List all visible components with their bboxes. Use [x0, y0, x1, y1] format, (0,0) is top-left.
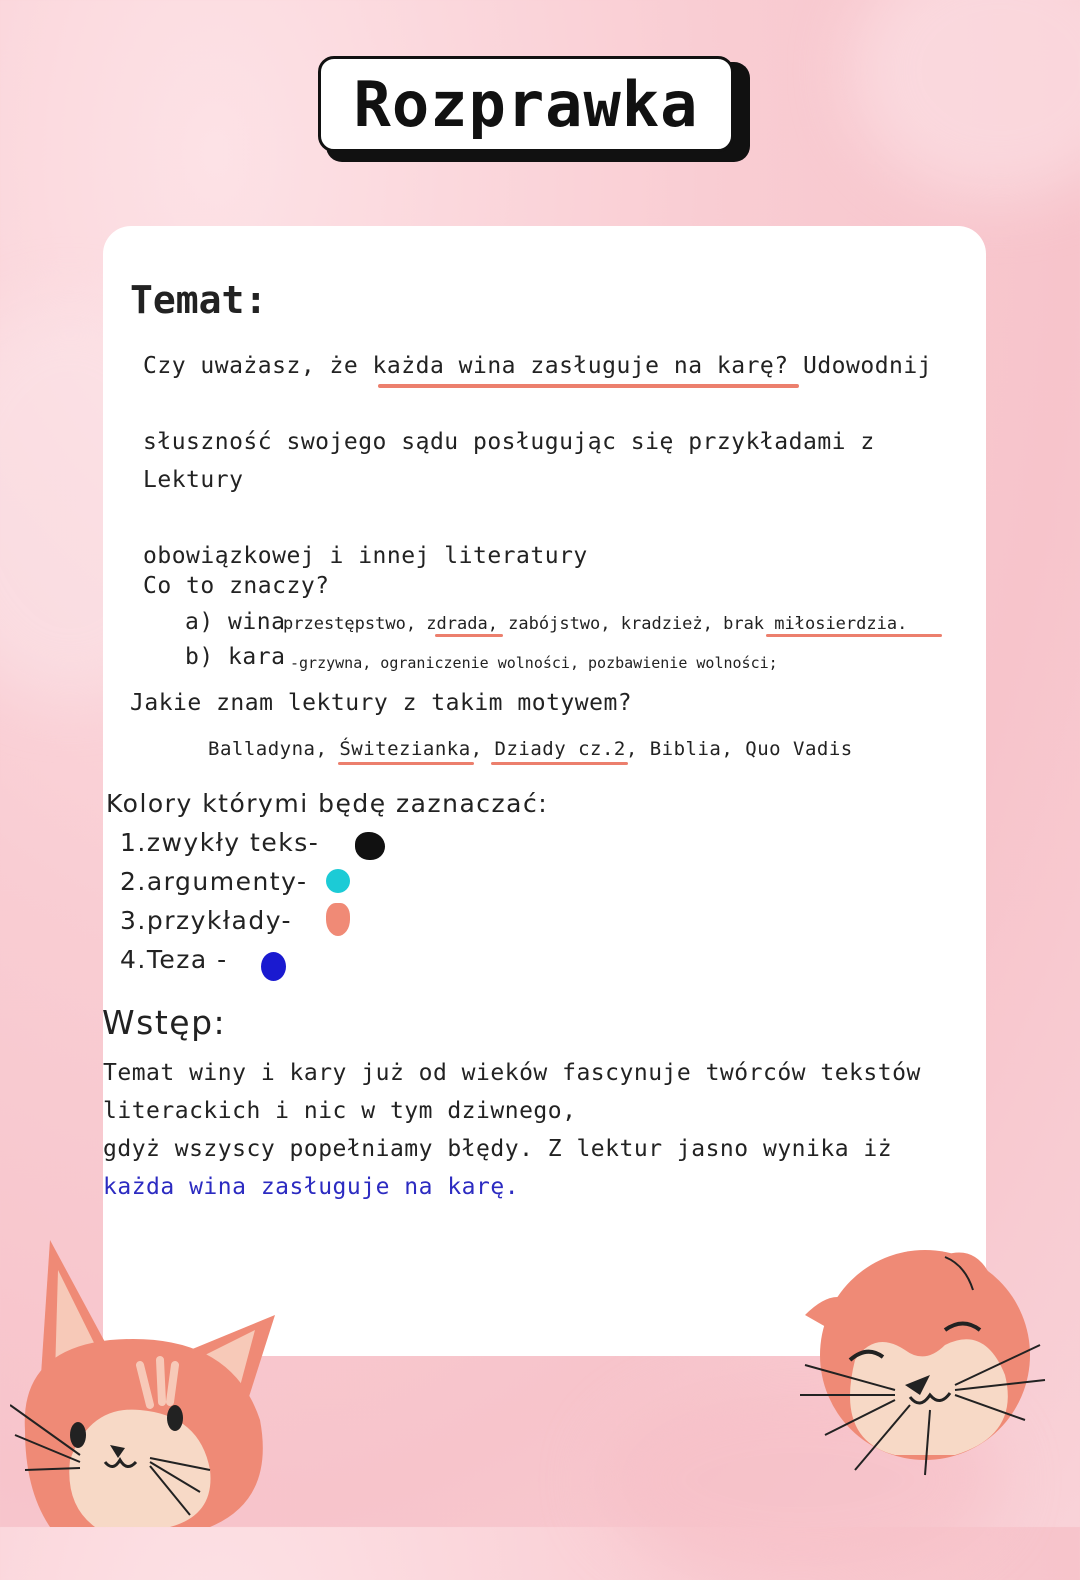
color-item-arguments: 2.argumenty-	[120, 867, 308, 896]
title-box	[318, 56, 734, 152]
topic-line-1: Czy uważasz, że każda wina zasługuje na karę? Udowodnij	[143, 353, 933, 379]
underline-brak-milosierdzia	[766, 634, 942, 637]
intro-heading: Wstęp:	[102, 1003, 227, 1042]
title-badge	[318, 56, 742, 156]
intro-line-2: literackich i nic w tym dziwnego,	[103, 1098, 577, 1124]
cat-left-illustration	[10, 1230, 300, 1527]
readings-question: Jakie znam lektury z takim motywem?	[130, 690, 633, 716]
colors-heading: Kolory którymi będę zaznaczać:	[106, 789, 549, 818]
topic-line-3: Lektury	[143, 467, 244, 493]
cat-right-illustration	[795, 1245, 1055, 1485]
page-title: Rozprawka	[353, 67, 699, 141]
background-wash	[850, 0, 1080, 200]
topic-heading: Temat:	[130, 278, 268, 322]
underline-zdrada	[435, 634, 503, 637]
color-item-examples: 3.przykłady-	[120, 906, 293, 935]
underline-switezianka	[338, 762, 474, 765]
meaning-question: Co to znaczy?	[143, 573, 330, 599]
underline-dziady	[491, 762, 628, 765]
underline-topic	[378, 384, 799, 388]
color-item-thesis: 4.Teza -	[120, 945, 228, 974]
salmon-color-swatch	[326, 903, 350, 936]
meaning-b-label: b) kara	[185, 644, 286, 670]
intro-thesis: każda wina zasługuje na karę.	[103, 1174, 520, 1200]
meaning-a-label: a) wina	[185, 609, 286, 635]
intro-line-1: Temat winy i kary już od wieków fascynuje twórców tekstów	[103, 1060, 921, 1086]
readings-list: Balladyna, Świtezianka, Dziady cz.2, Biblia, Quo Vadis	[208, 738, 853, 760]
meaning-a-text: przestępstwo, zdrada, zabójstwo, kradzież, brak miłosierdzia.	[283, 614, 908, 634]
intro-line-3: gdyż wszyscy popełniamy błędy. Z lektur jasno wynika iż	[103, 1136, 893, 1162]
meaning-b-text: -grzywna, ograniczenie wolności, pozbawienie wolności;	[290, 654, 778, 672]
topic-line-4: obowiązkowej i innej literatury	[143, 543, 588, 569]
blue-color-swatch	[261, 952, 286, 981]
topic-line-2: słuszność swojego sądu posługując się przykładami z	[143, 429, 875, 455]
black-color-swatch	[355, 832, 385, 860]
cyan-color-swatch	[326, 869, 350, 893]
color-item-text: 1.zwykły teks-	[120, 828, 320, 857]
